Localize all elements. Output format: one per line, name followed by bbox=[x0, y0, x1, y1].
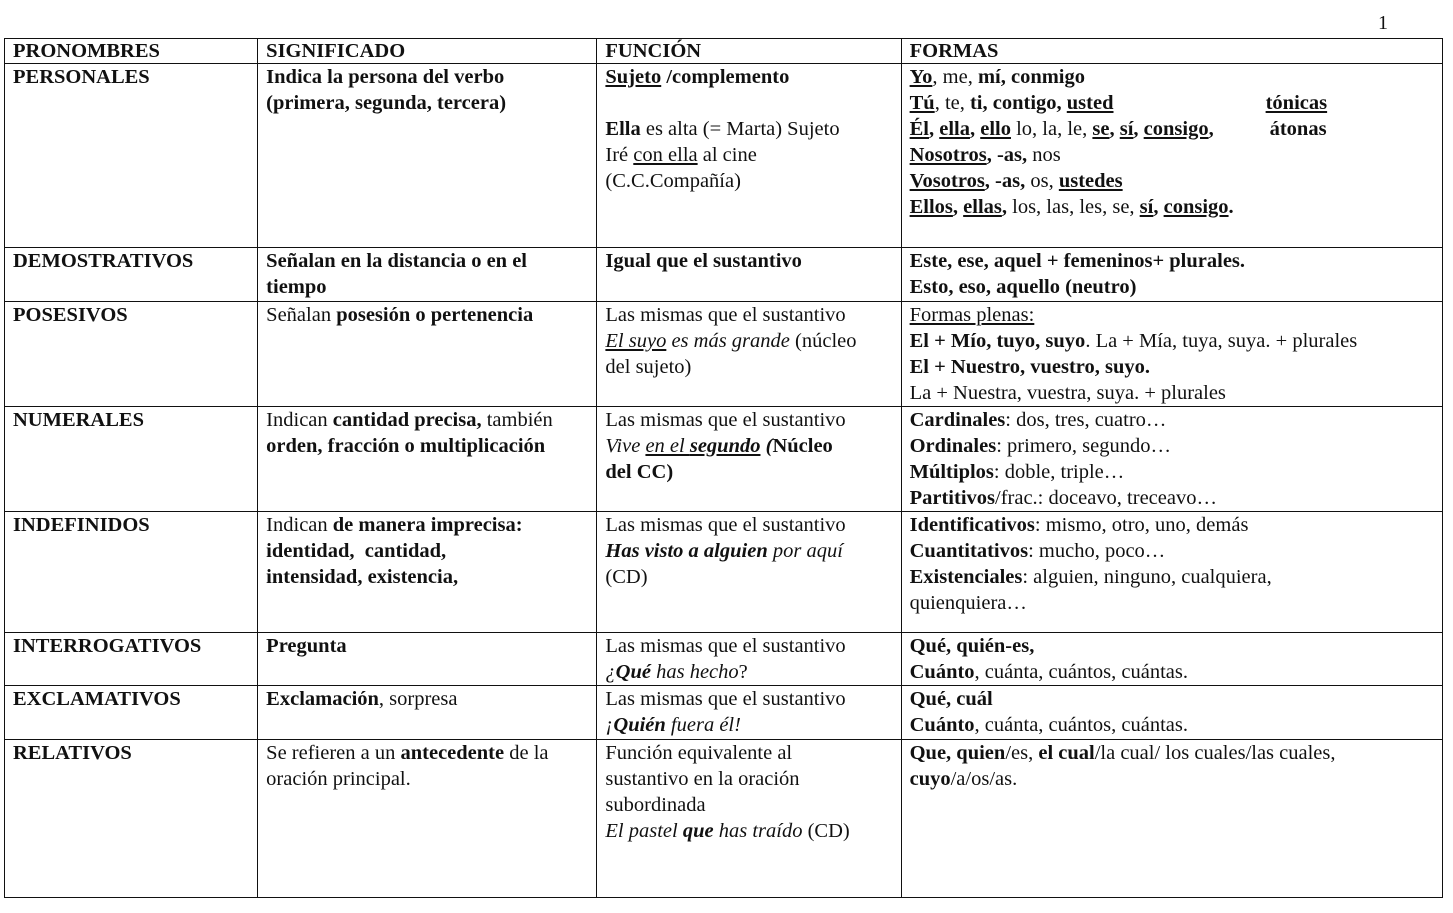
pronombre-cell: RELATIVOS bbox=[5, 739, 258, 897]
header-formas: FORMAS bbox=[901, 39, 1442, 64]
table-row bbox=[5, 248, 1443, 301]
formas-cell: Que, quien/es, el cual/la cual/ los cuales/las cuales, cuyo/a/os/as. bbox=[901, 739, 1442, 897]
pronouns-table bbox=[4, 38, 1443, 898]
funcion-cell: Función equivalente al sustantivo en la oración subordinada El pastel que has traído (CD) bbox=[597, 739, 901, 897]
significado-cell: Indica la persona del verbo (primera, segunda, tercera) bbox=[258, 64, 597, 248]
header-pronombres: PRONOMBRES bbox=[5, 39, 258, 64]
significado-cell: Indican de manera imprecisa: identidad, cantidad, intensidad, existencia, bbox=[258, 512, 597, 633]
formas-cell: Cardinales: dos, tres, cuatro… Ordinales: primero, segundo… Múltiplos: doble, triple… Partitivos/frac.: doceavo, treceavo… bbox=[901, 406, 1442, 511]
funcion-cell: Las mismas que el sustantivo Has visto a alguien por aquí (CD) bbox=[597, 512, 901, 633]
table-row bbox=[5, 739, 1443, 897]
pronombre-cell: EXCLAMATIVOS bbox=[5, 686, 258, 739]
table-row bbox=[5, 406, 1443, 511]
table-row bbox=[5, 633, 1443, 686]
pronombre-cell: PERSONALES bbox=[5, 64, 258, 248]
significado-cell: Exclamación, sorpresa bbox=[258, 686, 597, 739]
page-number: 1 bbox=[1378, 12, 1388, 34]
pronombre-cell: POSESIVOS bbox=[5, 301, 258, 406]
funcion-cell: Sujeto /complemento Ella es alta (= Marta) Sujeto Iré con ella al cine (C.C.Compañía) bbox=[597, 64, 901, 248]
table-header-row bbox=[5, 39, 1443, 64]
significado-cell: Señalan en la distancia o en el tiempo bbox=[258, 248, 597, 301]
significado-cell: Señalan posesión o pertenencia bbox=[258, 301, 597, 406]
funcion-cell: Las mismas que el sustantivo ¡Quién fuera él! bbox=[597, 686, 901, 739]
pronombre-cell: NUMERALES bbox=[5, 406, 258, 511]
formas-cell: Yo, me, mí, conmigo Tú, te, ti, contigo, usted tónicas Él, ella, ello lo, la, le, se, sí, consigo, átonas Nosotros, -as, nos Vosotros, -as, os, ustedes Ellos, ellas, los, las, les, se, sí, consigo. bbox=[901, 64, 1442, 248]
pronombre-cell: INTERROGATIVOS bbox=[5, 633, 258, 686]
significado-cell: Indican cantidad precisa, también orden, fracción o multiplicación bbox=[258, 406, 597, 511]
formas-cell: Identificativos: mismo, otro, uno, demás Cuantitativos: mucho, poco… Existenciales: alguien, ninguno, cualquiera, quienquiera… bbox=[901, 512, 1442, 633]
table-row bbox=[5, 64, 1443, 248]
formas-cell: Qué, quién-es, Cuánto, cuánta, cuántos, cuántas. bbox=[901, 633, 1442, 686]
header-funcion: FUNCIÓN bbox=[597, 39, 901, 64]
formas-cell: Este, ese, aquel + femeninos+ plurales. Esto, eso, aquello (neutro) bbox=[901, 248, 1442, 301]
funcion-cell: Las mismas que el sustantivo ¿Qué has hecho? bbox=[597, 633, 901, 686]
header-significado: SIGNIFICADO bbox=[258, 39, 597, 64]
table-row bbox=[5, 512, 1443, 633]
significado-cell: Se refieren a un antecedente de la oración principal. bbox=[258, 739, 597, 897]
funcion-cell: Las mismas que el sustantivo El suyo es más grande (núcleo del sujeto) bbox=[597, 301, 901, 406]
pronombre-cell: DEMOSTRATIVOS bbox=[5, 248, 258, 301]
funcion-cell: Igual que el sustantivo bbox=[597, 248, 901, 301]
formas-cell: Formas plenas: El + Mío, tuyo, suyo. La + Mía, tuya, suya. + plurales El + Nuestro, vuestro, suyo. La + Nuestra, vuestra, suya. + plurales bbox=[901, 301, 1442, 406]
funcion-cell: Las mismas que el sustantivo Vive en el segundo (Núcleo del CC) bbox=[597, 406, 901, 511]
table-row bbox=[5, 301, 1443, 406]
formas-cell: Qué, cuál Cuánto, cuánta, cuántos, cuántas. bbox=[901, 686, 1442, 739]
pronombre-cell: INDEFINIDOS bbox=[5, 512, 258, 633]
significado-cell: Pregunta bbox=[258, 633, 597, 686]
table-row bbox=[5, 686, 1443, 739]
